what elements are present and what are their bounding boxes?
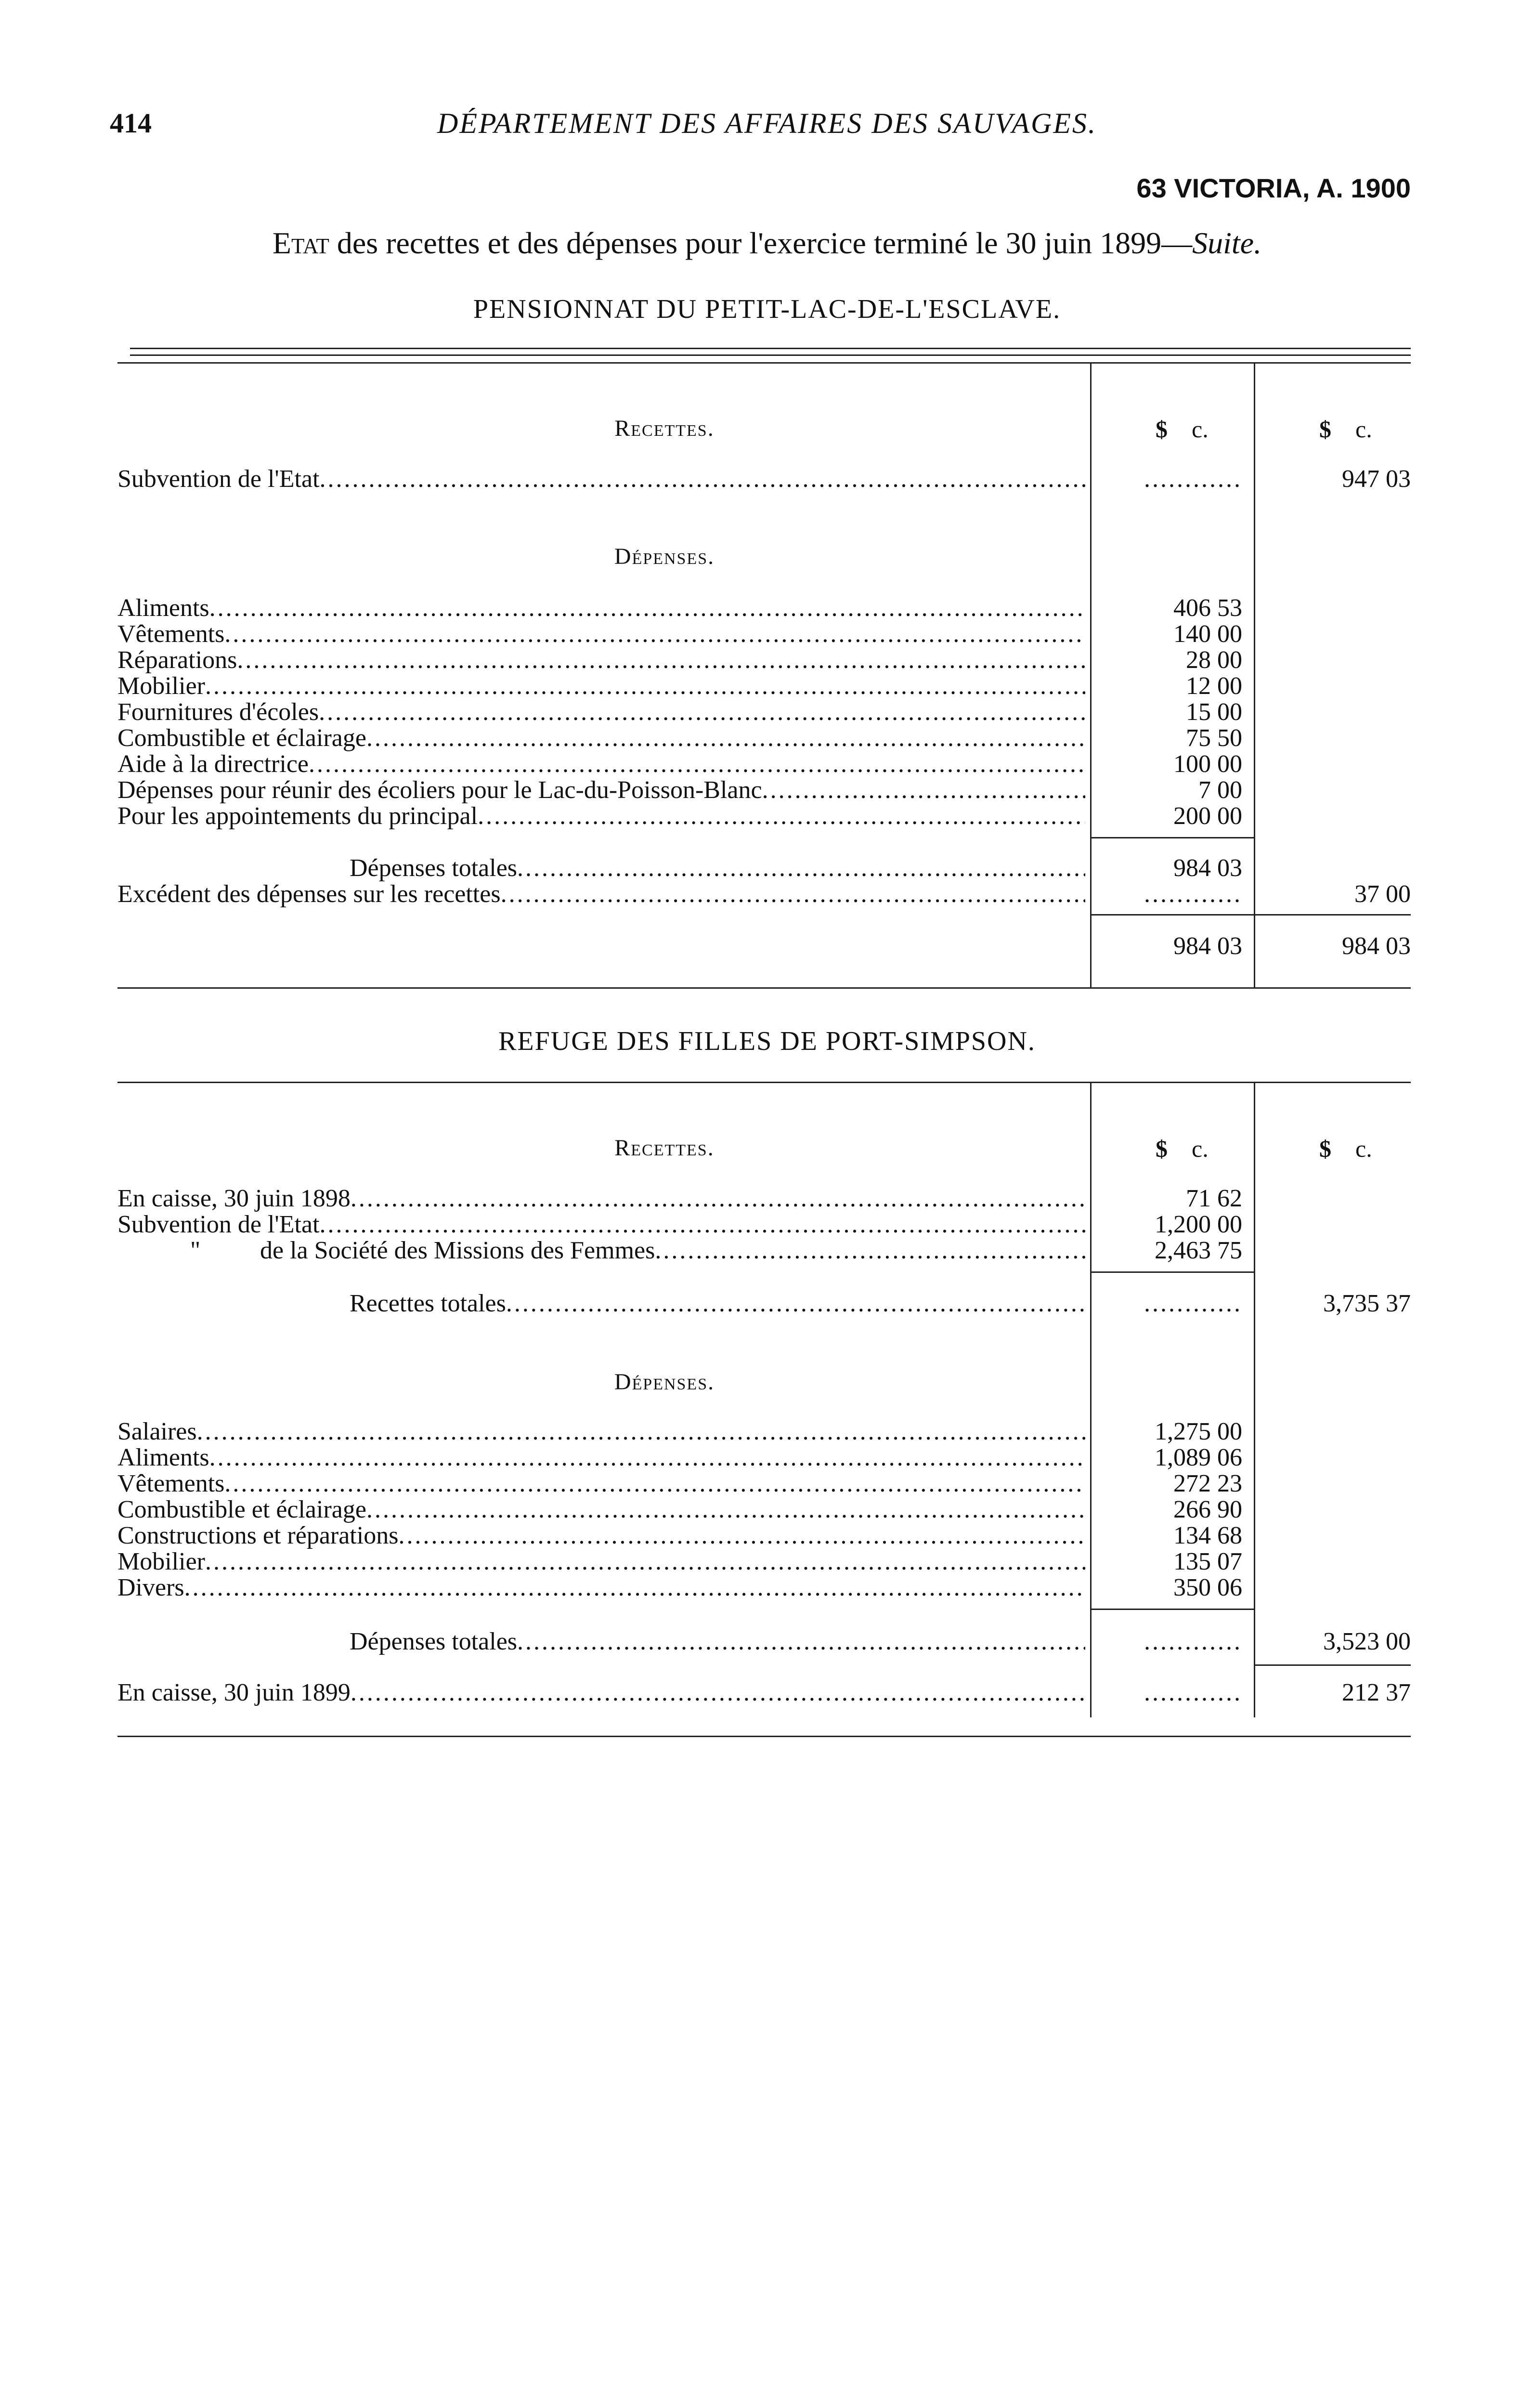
section1-bottom-rule bbox=[117, 987, 1411, 989]
table-row: 984 03 984 03 bbox=[1173, 933, 1411, 959]
table-row: Excédent des dépenses sur les recettes ..... ............ 37 00 bbox=[0, 881, 1534, 907]
section2-bottom-rule bbox=[117, 1736, 1411, 1737]
table-row: Aliments ..... 406 53 bbox=[0, 595, 1534, 621]
section2-receipts-heading: Recettes. bbox=[614, 1135, 715, 1161]
section2-expenses-heading: Dépenses. bbox=[614, 1369, 715, 1395]
row-label: Subvention de l'Etat ..... bbox=[117, 466, 1085, 492]
section1-top-rule-b bbox=[130, 354, 1411, 356]
ditto-mark: " bbox=[190, 1237, 201, 1264]
table-row: Divers ..... 350 06 bbox=[0, 1575, 1534, 1601]
section1-top-rule-a bbox=[130, 348, 1411, 349]
title-suffix: Suite. bbox=[1192, 226, 1262, 260]
section2-title: REFUGE DES FILLES DE PORT-SIMPSON. bbox=[498, 1026, 1036, 1056]
table-row: Vêtements ..... 140 00 bbox=[0, 621, 1534, 647]
section1-receipts-heading: Recettes. bbox=[614, 416, 715, 441]
section1-title: PENSIONNAT DU PETIT-LAC-DE-L'ESCLAVE. bbox=[473, 294, 1061, 324]
title-lead: Etat bbox=[272, 226, 329, 260]
table-row: Combustible et éclairage ..... 75 50 bbox=[0, 725, 1534, 751]
section2-col1-header: $ c. bbox=[1156, 1135, 1209, 1162]
table-row: " de la Société des Missions des Femmes ..... 2,463 75 bbox=[0, 1238, 1534, 1264]
page-number: 414 bbox=[110, 107, 152, 139]
table-row: Vêtements ..... 272 23 bbox=[0, 1471, 1534, 1497]
session-label: 63 VICTORIA, A. 1900 bbox=[1136, 173, 1411, 203]
section2-expenses-subtotal-rule bbox=[1090, 1609, 1254, 1610]
section1-col2-header: $ c. bbox=[1319, 416, 1372, 443]
table-row: Fournitures d'écoles ..... 15 00 bbox=[0, 699, 1534, 725]
section2-col2-rule bbox=[1254, 1082, 1255, 1717]
section1-subtotal-rule bbox=[1090, 837, 1254, 838]
section1-total-rule bbox=[1090, 914, 1411, 916]
running-title: DÉPARTEMENT DES AFFAIRES DES SAUVAGES. bbox=[437, 107, 1097, 139]
table-row: En caisse, 30 juin 1898 ..... 71 62 bbox=[0, 1186, 1534, 1212]
section2-balance-rule bbox=[1254, 1664, 1411, 1666]
table-row: Constructions et réparations ..... 134 68 bbox=[0, 1523, 1534, 1549]
table-row: Dépenses totales ..... 984 03 bbox=[0, 855, 1534, 881]
table-row: Aide à la directrice ..... 100 00 bbox=[0, 751, 1534, 777]
table-row: Dépenses pour réunir des écoliers pour le Lac-du-Poisson-Blanc ..... 7 00 bbox=[0, 777, 1534, 803]
table-row: En caisse, 30 juin 1899 ..... ............ 212 37 bbox=[0, 1680, 1534, 1706]
table-row bbox=[0, 466, 1534, 492]
table-row: Dépenses totales ..... ............ 3,523 00 bbox=[0, 1629, 1534, 1655]
section2-col2-header: $ c. bbox=[1319, 1135, 1372, 1162]
row-leader: ............ bbox=[1144, 466, 1242, 492]
table-row: Salaires ..... 1,275 00 bbox=[0, 1419, 1534, 1445]
table-row: Mobilier ..... 135 07 bbox=[0, 1549, 1534, 1575]
section2-top-rule bbox=[117, 1082, 1411, 1083]
section1-top-rule-c bbox=[117, 362, 1411, 364]
section1-col1-header: $ c. bbox=[1156, 416, 1209, 443]
row-amount-total: 947 03 bbox=[1342, 466, 1411, 492]
table-row: Subvention de l'Etat ..... 1,200 00 bbox=[0, 1212, 1534, 1238]
table-row: Mobilier ..... 12 00 bbox=[0, 673, 1534, 699]
section1-expenses-heading: Dépenses. bbox=[614, 544, 715, 569]
table-row: Combustible et éclairage ..... 266 90 bbox=[0, 1497, 1534, 1523]
document-title bbox=[0, 225, 1534, 261]
table-row: Réparations ..... 28 00 bbox=[0, 647, 1534, 673]
title-text: des recettes et des dépenses pour l'exercice terminé le 30 juin 1899— bbox=[329, 226, 1193, 260]
table-row: Recettes totales ..... ............ 3,735 37 bbox=[0, 1291, 1534, 1317]
section2-receipts-subtotal-rule bbox=[1090, 1271, 1254, 1273]
section2-col1-rule bbox=[1090, 1082, 1092, 1717]
table-row: Aliments ..... 1,089 06 bbox=[0, 1445, 1534, 1471]
table-row: Pour les appointements du principal ..... 200 00 bbox=[0, 803, 1534, 829]
